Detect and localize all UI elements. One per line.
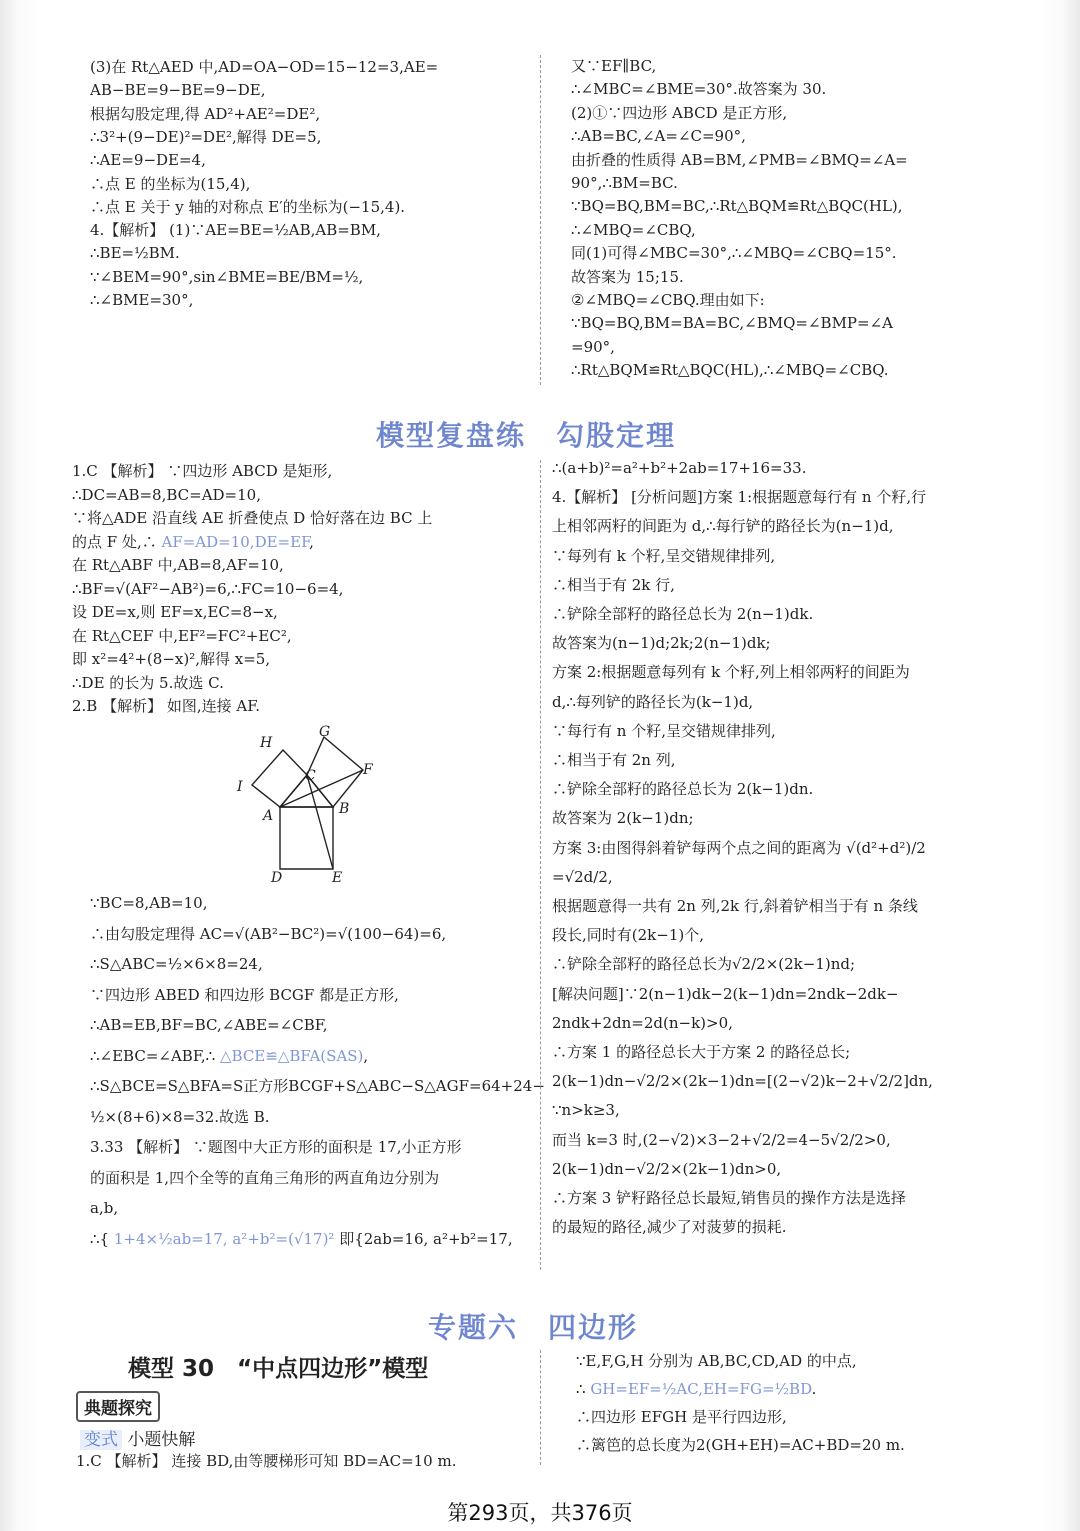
text-span: ∵四边形 ABED 和四边形 BCGF 都是正方形, (90, 985, 399, 1004)
text-line: ∴3²+(9−DE)²=DE²,解得 DE=5, (90, 127, 322, 146)
label-i: I (237, 779, 243, 795)
text-line (90, 953, 263, 975)
text-line: 方案 3:由图得斜着铲每两个点之间的距离为 √(d²+d²)/2 (552, 838, 926, 857)
text-line: ∴铲除全部籽的路径总长为√2/2×(2k−1)nd; (552, 955, 856, 974)
text-line (72, 531, 314, 553)
text-line: ∴点 E 的坐标为(15,4), (90, 174, 251, 193)
text-span: ∴{ (90, 1229, 114, 1248)
text-span: 2.B 【解析】 如图,连接 AF. (72, 697, 261, 715)
text-line: 2ndk+2dn=2d(n−k)>0, (552, 1013, 733, 1032)
label-d: D (271, 870, 283, 886)
text-line (90, 1197, 118, 1219)
text-line: 的最短的路径,减少了对菠萝的损耗. (552, 1218, 787, 1237)
column-divider-top (540, 55, 541, 385)
text-span: 的面积是 1,四个全等的直角三角形的两直角边分别为 (90, 1168, 440, 1187)
text-line (72, 460, 332, 482)
text-line: ∵n>k≥3, (552, 1101, 620, 1120)
text-line: ∵BQ=BQ,BM=BA=BC,∠BMQ=∠BMP=∠A (571, 314, 893, 333)
text-line: 故答案为(n−1)d;2k;2(n−1)dk; (552, 634, 771, 653)
text-span: ∴由勾股定理得 AC=√(AB²−BC²)=√(100−64)=6, (90, 924, 447, 943)
text-line: ∵每行有 n 个籽,呈交错规律排列, (552, 721, 776, 740)
label-e: E (332, 870, 343, 886)
text-line: ∴∠BME=30°, (90, 291, 194, 309)
text-line: 方案 2:根据题意每列有 k 个籽,列上相邻两籽的间距为 (552, 663, 910, 682)
text-line: 4.【解析】 (1)∵AE=BE=½AB,AB=BM, (90, 221, 381, 240)
highlighted-text: △BCE≌△BFA(SAS) (219, 1046, 364, 1065)
text-line: ∵每列有 k 个籽,呈交错规律排列, (552, 546, 776, 565)
text-span: 设 DE=x,则 EF=x,EC=8−x, (72, 603, 278, 621)
text-line: 又∵EF∥BC, (571, 57, 657, 75)
text-line: 90°,∴BM=BC. (571, 174, 678, 192)
text-line: 由折叠的性质得 AB=BM,∠PMB=∠BMQ=∠A= (571, 150, 908, 169)
text-line: ∵BQ=BQ,BM=BC,∴Rt△BQM≌Rt△BQC(HL), (571, 197, 903, 216)
text-span: 即{2ab=16, a²+b²=17, (334, 1229, 513, 1248)
model-title: 模型 30 “中点四边形”模型 (128, 1356, 429, 1382)
bottom-left-answer: 1.C 【解析】 连接 BD,由等腰梯形可知 BD=AC=10 m. (76, 1452, 457, 1470)
text-line (72, 578, 343, 600)
text-span: 1.C 【解析】 ∵四边形 ABCD 是矩形, (72, 462, 333, 480)
text-span: ∴S△ABC=½×6×8=24, (90, 955, 263, 973)
text-span: ∵BC=8,AB=10, (90, 894, 208, 912)
text-line: ∴Rt△BQM≌Rt△BQC(HL),∴∠MBQ=∠CBQ. (571, 361, 889, 380)
text-line: d,∴每列铲的路径长为(k−1)d, (552, 692, 754, 711)
text-line (576, 1434, 905, 1456)
text-line: ∴AB=BC,∠A=∠C=90°, (571, 127, 746, 146)
text-span: , (363, 1046, 369, 1065)
typical-problem-badge: 典题探究 (76, 1391, 160, 1422)
text-span: 的点 F 处,∴ (72, 532, 162, 551)
text-line (72, 484, 261, 506)
label-h: H (260, 735, 273, 751)
text-line: 2(k−1)dn−√2/2×(2k−1)dn=[(2−√2)k−2+√2/2]dn, (552, 1072, 933, 1091)
text-line (90, 1228, 513, 1250)
text-span: ∴ (576, 1380, 591, 1398)
text-span: , (309, 532, 314, 551)
text-span: 即 x²=4²+(8−x)²,解得 x=5, (72, 650, 271, 668)
text-span: ½×(8+6)×8=32.故选 B. (90, 1107, 270, 1126)
text-line: 2(k−1)dn−√2/2×(2k−1)dn>0, (552, 1159, 782, 1178)
text-line: ∴AE=9−DE=4, (90, 151, 206, 170)
section-title-quadrilateral: 专题六 四边形 (428, 1311, 639, 1344)
text-line: =√2d/2, (552, 867, 613, 886)
text-line (72, 507, 432, 529)
text-line (90, 1014, 328, 1036)
text-line (72, 625, 292, 647)
text-span: 3.33 【解析】 ∵题图中大正方形的面积是 17,小正方形 (90, 1138, 462, 1156)
text-line (576, 1406, 787, 1428)
text-span: . (811, 1380, 817, 1398)
label-a: A (263, 808, 274, 824)
text-line (90, 1075, 545, 1097)
text-span: 在 Rt△CEF 中,EF²=FC²+EC², (72, 626, 292, 645)
text-line: 而当 k=3 时,(2−√2)×3−2+√2/2=4−5√2/2>0, (552, 1130, 891, 1149)
text-line (90, 984, 399, 1006)
text-span: ∴∠EBC=∠ABF,∴ (90, 1046, 220, 1065)
text-line (90, 923, 446, 945)
text-line: ∴∠MBQ=∠CBQ, (571, 220, 696, 239)
text-line: 4.【解析】 [分析问题]方案 1:根据题意每行有 n 个籽,行 (552, 488, 927, 507)
text-line: ∴点 E 关于 y 轴的对称点 E′的坐标为(−15,4). (90, 197, 406, 216)
text-line: ②∠MBQ=∠CBQ.理由如下: (571, 291, 765, 309)
text-line: 故答案为 15;15. (571, 267, 684, 286)
text-line: ∴方案 3 铲籽路径总长最短,销售员的操作方法是选择 (552, 1189, 906, 1207)
text-line: ∴铲除全部籽的路径总长为 2(k−1)dn. (552, 780, 814, 799)
text-line: ∵∠BEM=90°,sin∠BME=BE/BM=½, (90, 267, 364, 286)
text-line: ∴方案 1 的路径总长大于方案 2 的路径总长; (552, 1043, 851, 1061)
variant-heading (80, 1425, 195, 1450)
text-line (72, 601, 278, 623)
text-span: ∵E,F,G,H 分别为 AB,BC,CD,AD 的中点, (576, 1352, 857, 1370)
text-line: (3)在 Rt△AED 中,AD=OA−OD=15−12=3,AE= (90, 58, 439, 76)
text-span: 在 Rt△ABF 中,AB=8,AF=10, (72, 556, 284, 574)
section-title-pythagoras: 模型复盘练 勾股定理 (376, 419, 677, 452)
text-span: ∴四边形 EFGH 是平行四边形, (576, 1408, 787, 1426)
text-line (90, 1167, 439, 1189)
text-line (72, 648, 270, 670)
text-line: 根据勾股定理,得 AD²+AE²=DE², (90, 104, 321, 123)
text-line: ∴BE=½BM. (90, 244, 180, 263)
text-span: a,b, (90, 1199, 119, 1217)
text-line (576, 1378, 816, 1400)
column-divider-bottom (540, 1350, 541, 1465)
label-b: B (339, 801, 350, 817)
text-line: ∴相当于有 2k 行, (552, 575, 675, 594)
text-line (90, 1045, 368, 1067)
highlighted-text: GH=EF=½AC,EH=FG=½BD (590, 1380, 812, 1398)
text-span: ∴篱笆的总长度为2(GH+EH)=AC+BD=20 m. (576, 1436, 905, 1454)
geometry-figure (230, 724, 400, 886)
text-line: ∴(a+b)²=a²+b²+2ab=17+16=33. (552, 459, 807, 477)
text-span: ∴S△BCE=S△BFA=S正方形BCGF+S△ABC−S△AGF=64+24− (90, 1077, 545, 1095)
text-line (72, 554, 284, 576)
text-line (72, 695, 260, 717)
highlighted-text: AF=AD=10,DE=EF (161, 532, 310, 551)
label-c: C (305, 768, 316, 784)
text-line: 根据题意得一共有 2n 列,2k 行,斜着铲相当于有 n 条线 (552, 897, 918, 915)
label-g: G (319, 724, 331, 740)
text-line: =90°, (571, 337, 615, 356)
text-span: ∴DE 的长为 5.故选 C. (72, 673, 224, 692)
text-span: ∴DC=AB=8,BC=AD=10, (72, 485, 261, 504)
text-line: 上相邻两籽的间距为 d,∴每行铲的路径长为(n−1)d, (552, 517, 894, 536)
text-span: ∴BF=√(AF²−AB²)=6,∴FC=10−6=4, (72, 579, 344, 598)
text-span: ∴AB=EB,BF=BC,∠ABE=∠CBF, (90, 1016, 328, 1034)
text-line (90, 892, 207, 914)
variant-tag: 变式 (80, 1430, 122, 1450)
text-line: 同(1)可得∠MBC=30°,∴∠MBQ=∠CBQ=15°. (571, 244, 897, 263)
page-footer: 第293页，共376页 (447, 1501, 633, 1525)
text-line: (2)①∵四边形 ABCD 是正方形, (571, 103, 788, 122)
text-line: 故答案为 2(k−1)dn; (552, 809, 694, 828)
text-line: 段长,同时有(2k−1)个, (552, 926, 704, 945)
text-span: ∵将△ADE 沿直线 AE 折叠使点 D 恰好落在边 BC 上 (72, 509, 433, 527)
text-line (576, 1350, 857, 1372)
text-line: ∴相当于有 2n 列, (552, 751, 676, 769)
text-line: AB−BE=9−BE=9−DE, (90, 81, 266, 100)
text-line: [解决问题]∵2(n−1)dk−2(k−1)dn=2ndk−2dk− (552, 984, 899, 1003)
text-line (90, 1136, 462, 1158)
variant-text: 小题快解 (127, 1430, 196, 1450)
text-line (90, 1106, 270, 1128)
highlighted-text: 1+4×½ab=17, a²+b²=(√17)² (113, 1229, 335, 1248)
text-line: ∴∠MBC=∠BME=30°.故答案为 30. (571, 80, 827, 99)
column-divider-mid (540, 460, 541, 1270)
label-f: F (363, 762, 373, 778)
text-line (72, 672, 224, 694)
text-line: ∴铲除全部籽的路径总长为 2(n−1)dk. (552, 605, 814, 623)
